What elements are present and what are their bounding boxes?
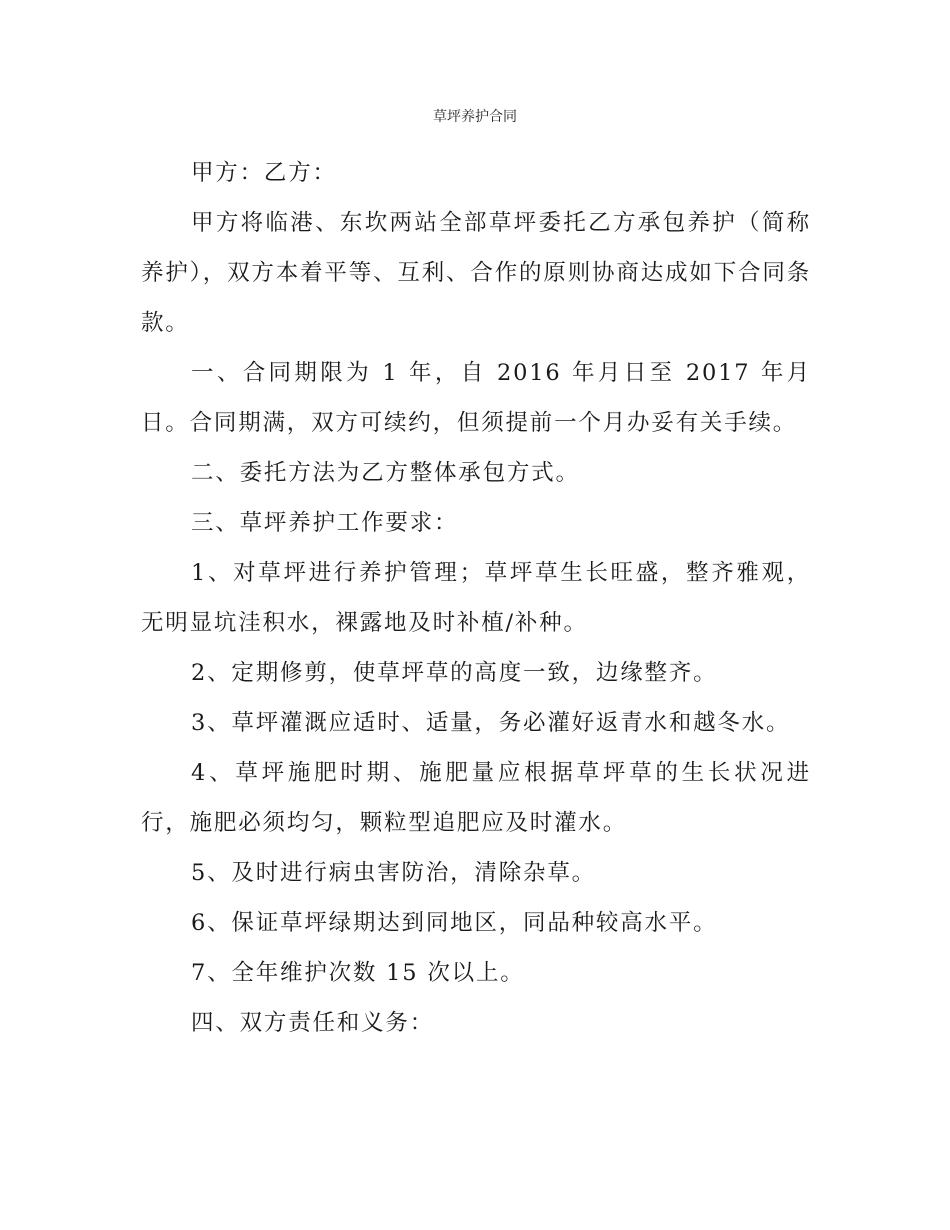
clause-term: 一、合同期限为 1 年，自 2016 年月日至 2017 年月日。合同期满，双方可续约，但须提前一个月办妥有关手续。 (141, 360, 811, 436)
clause-requirements-heading: 三、草坪养护工作要求： (191, 510, 459, 536)
requirement-item: 6、保证草坪绿期达到同地区，同品种较高水平。 (191, 910, 718, 936)
document-title: 草坪养护合同 (433, 109, 517, 125)
requirement-item: 3、草坪灌溉应适时、适量，务必灌好返青水和越冬水。 (191, 710, 791, 736)
requirement-item: 5、及时进行病虫害防治，清除杂草。 (191, 860, 596, 886)
clause-method: 二、委托方法为乙方整体承包方式。 (191, 460, 580, 486)
requirement-item: 4、草坪施肥时期、施肥量应根据草坪草的生长状况进行，施肥必须均匀，颗粒型追肥应及时灌水。 (141, 760, 811, 836)
requirement-item: 1、对草坪进行养护管理；草坪草生长旺盛，整齐雅观，无明显坑洼积水，裸露地及时补植/补种。 (141, 560, 811, 636)
requirement-item: 7、全年维护次数 15 次以上。 (191, 960, 525, 986)
requirement-item: 2、定期修剪，使草坪草的高度一致，边缘整齐。 (191, 660, 718, 686)
document-body (141, 148, 811, 1048)
clause-responsibilities-heading: 四、双方责任和义务： (191, 1010, 435, 1036)
intro-paragraph: 甲方将临港、东坎两站全部草坪委托乙方承包养护（简称养护），双方本着平等、互利、合作的原则协商达成如下合同条款。 (141, 210, 811, 336)
parties-line: 甲方：乙方： (191, 160, 337, 186)
